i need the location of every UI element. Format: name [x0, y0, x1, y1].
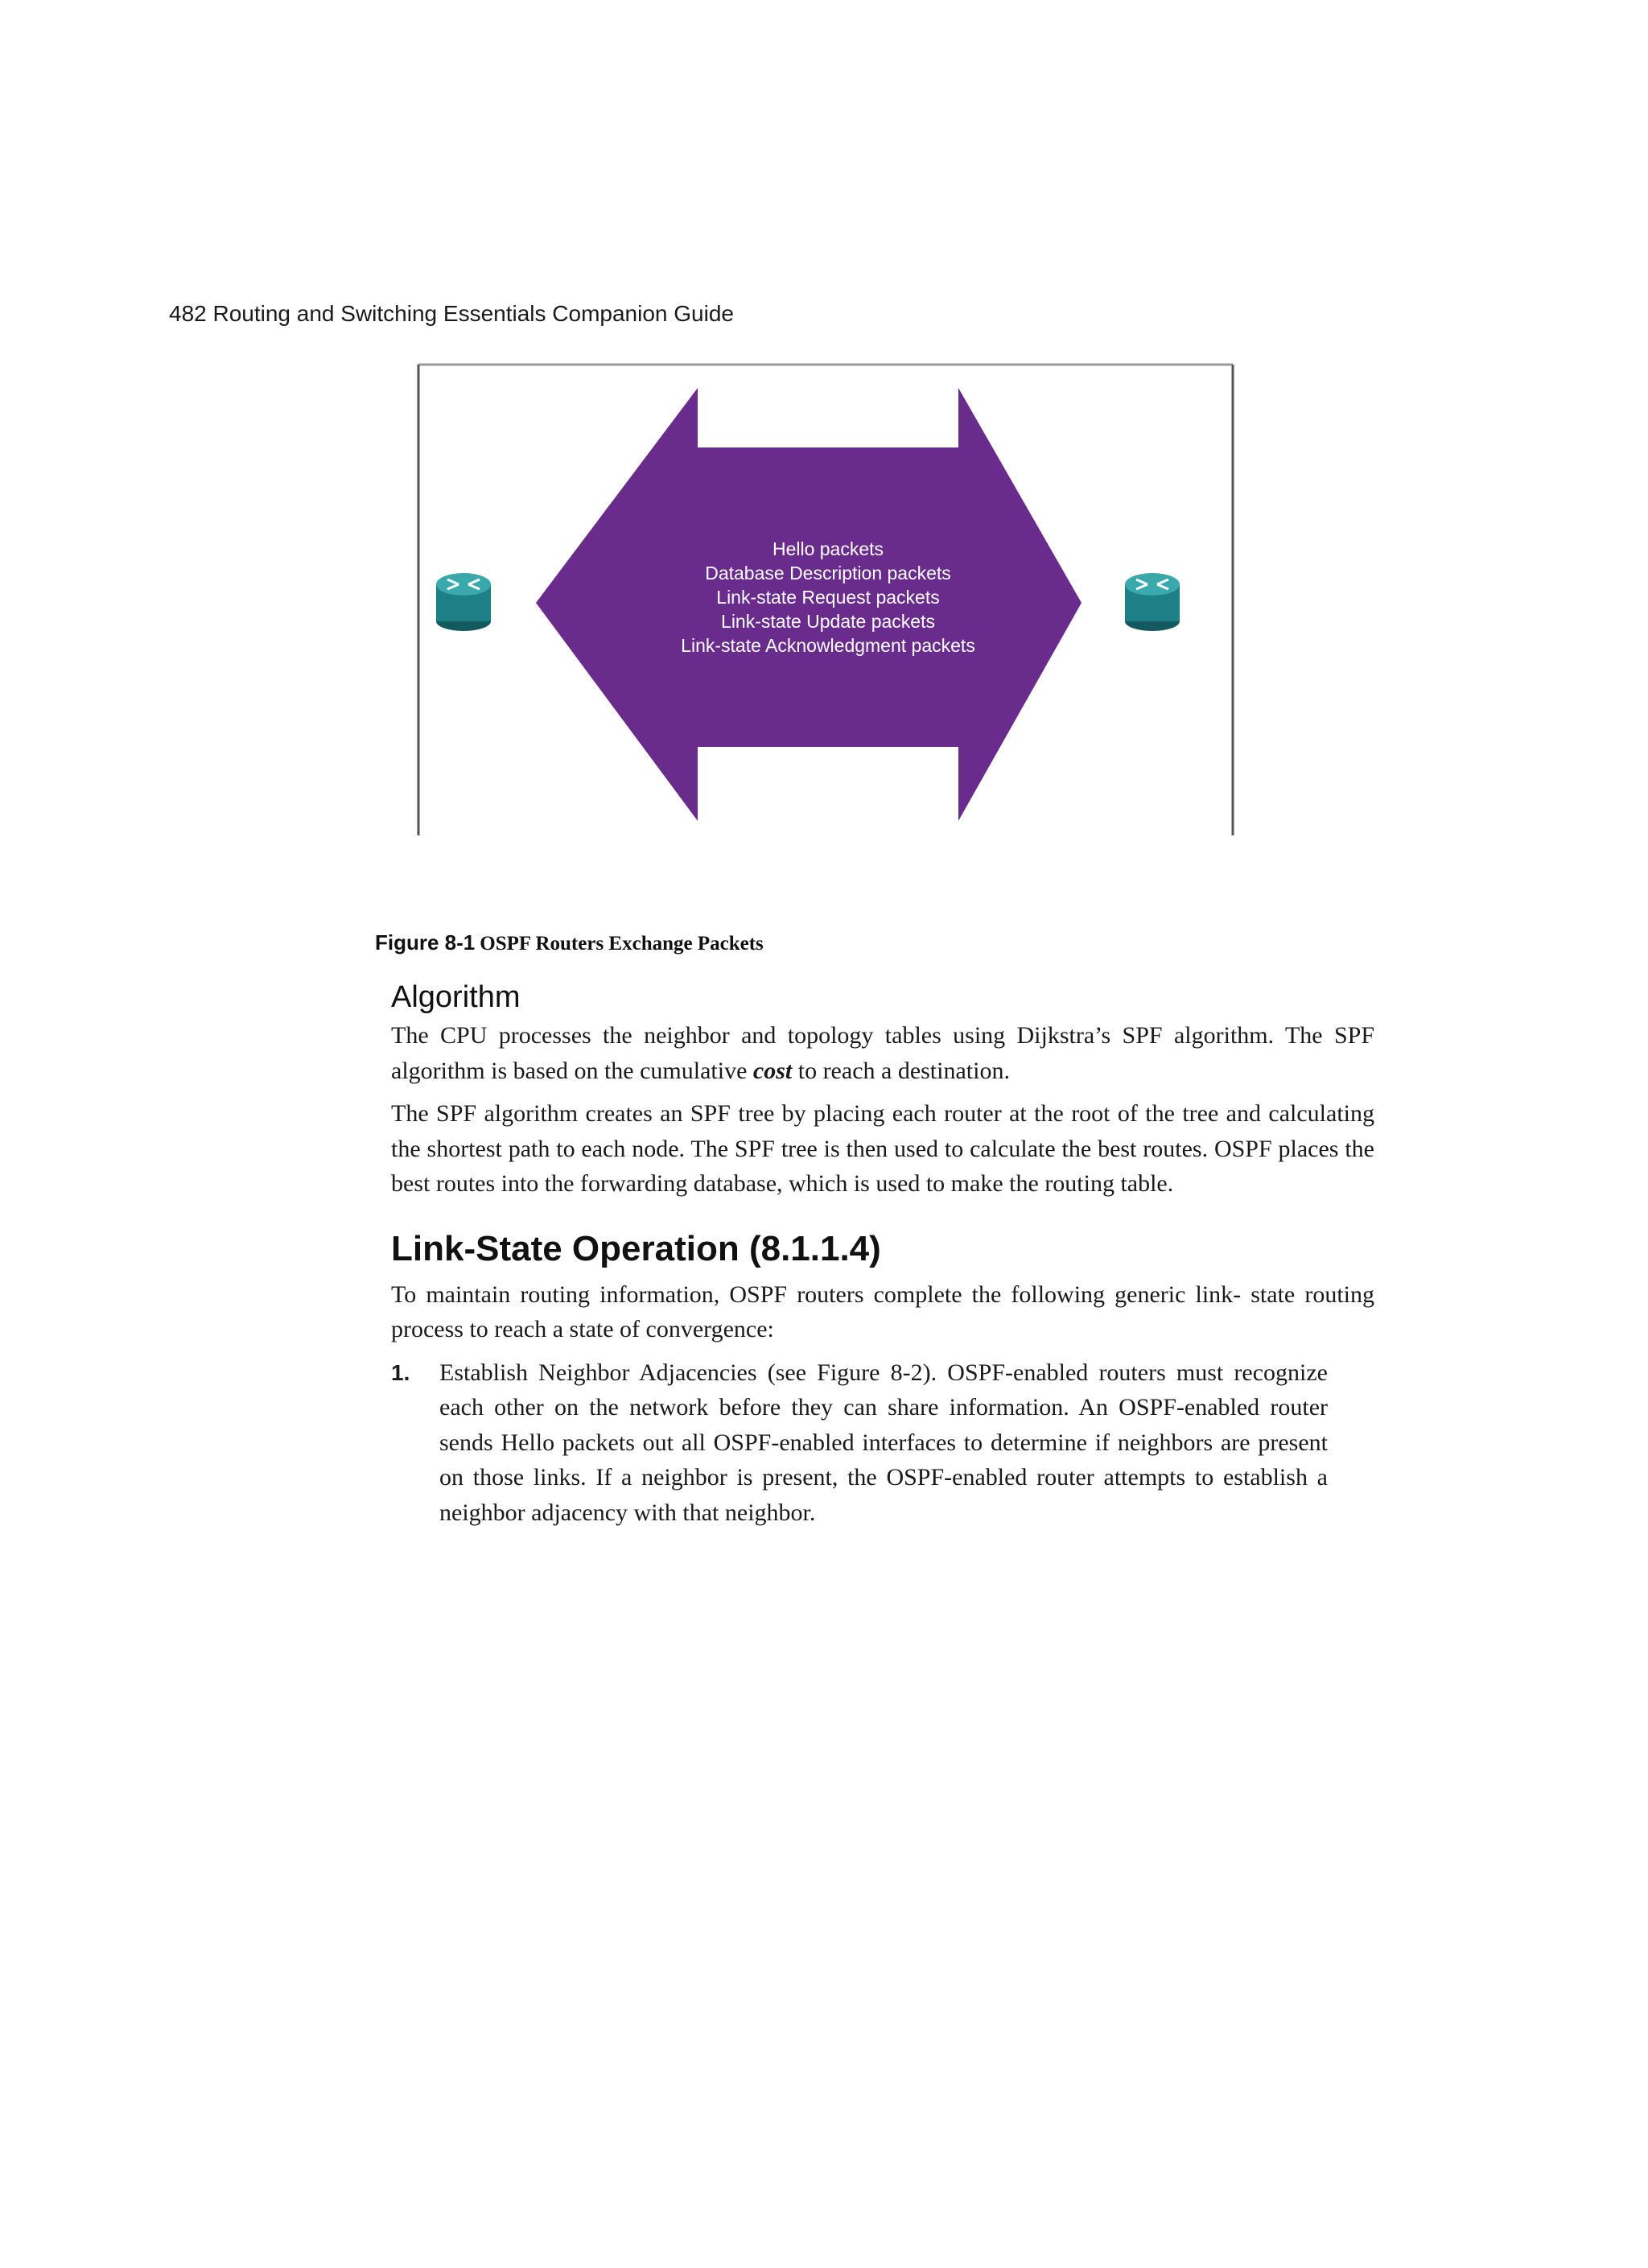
algorithm-paragraph-1	[391, 1018, 1374, 1088]
packet-type-lsr: Link-state Request packets	[716, 587, 940, 608]
link-state-operation-heading: Link-State Operation (8.1.1.4)	[391, 1228, 881, 1268]
algorithm-p1-text: The CPU processes the neighbor and topology tables using Dijkstra’s SPF algorithm. The SPF algorithm is based on the cumulative	[391, 1022, 1374, 1084]
packet-type-lsack: Link-state Acknowledgment packets	[681, 635, 975, 656]
link-state-intro: To maintain routing information, OSPF routers complete the following generic link- state routing process to reach a state of convergence:	[391, 1280, 1374, 1342]
cost-emphasis: cost	[752, 1057, 793, 1084]
algorithm-p1-text-end: to reach a destination.	[792, 1057, 1010, 1084]
algorithm-heading: Algorithm	[391, 980, 521, 1014]
figure-caption-number: Figure 8-1	[375, 930, 476, 955]
ospf-exchange-diagram	[417, 362, 1234, 835]
list-item-number: 1.	[391, 1359, 410, 1385]
figure-caption-text: OSPF Routers Exchange Packets	[480, 933, 764, 955]
figure-ospf-packet-exchange	[417, 362, 1234, 835]
body-content	[391, 980, 1374, 1530]
running-header: 482 Routing and Switching Essentials Companion Guide	[169, 301, 734, 326]
list-item	[391, 1355, 1328, 1531]
router-icon-left	[436, 573, 491, 631]
packet-type-hello: Hello packets	[772, 538, 884, 559]
figure-caption	[375, 930, 764, 955]
packet-type-dbd: Database Description packets	[705, 563, 951, 583]
algorithm-paragraph-2: The SPF algorithm creates an SPF tree by placing each router at the root of the tree and calculating the shortest path to each node. The SPF tree is then used to calculate the best routes. OSPF places the best routes into the forwarding database, which is used to make the routing table.	[391, 1100, 1374, 1197]
router-icon-right	[1125, 573, 1180, 631]
packet-type-lsu: Link-state Update packets	[721, 611, 935, 632]
list-item-text: Establish Neighbor Adjacencies (see Figure 8-2). OSPF-enabled routers must recognize each other on the network before they can share information. An OSPF-enabled router sends Hello packets out all OSPF-enabled interfaces to determine if neighbors are present on those links. If a neighbor is present, the OSPF-enabled router attempts to establish a neighbor adjacency with that neighbor.	[439, 1359, 1328, 1526]
